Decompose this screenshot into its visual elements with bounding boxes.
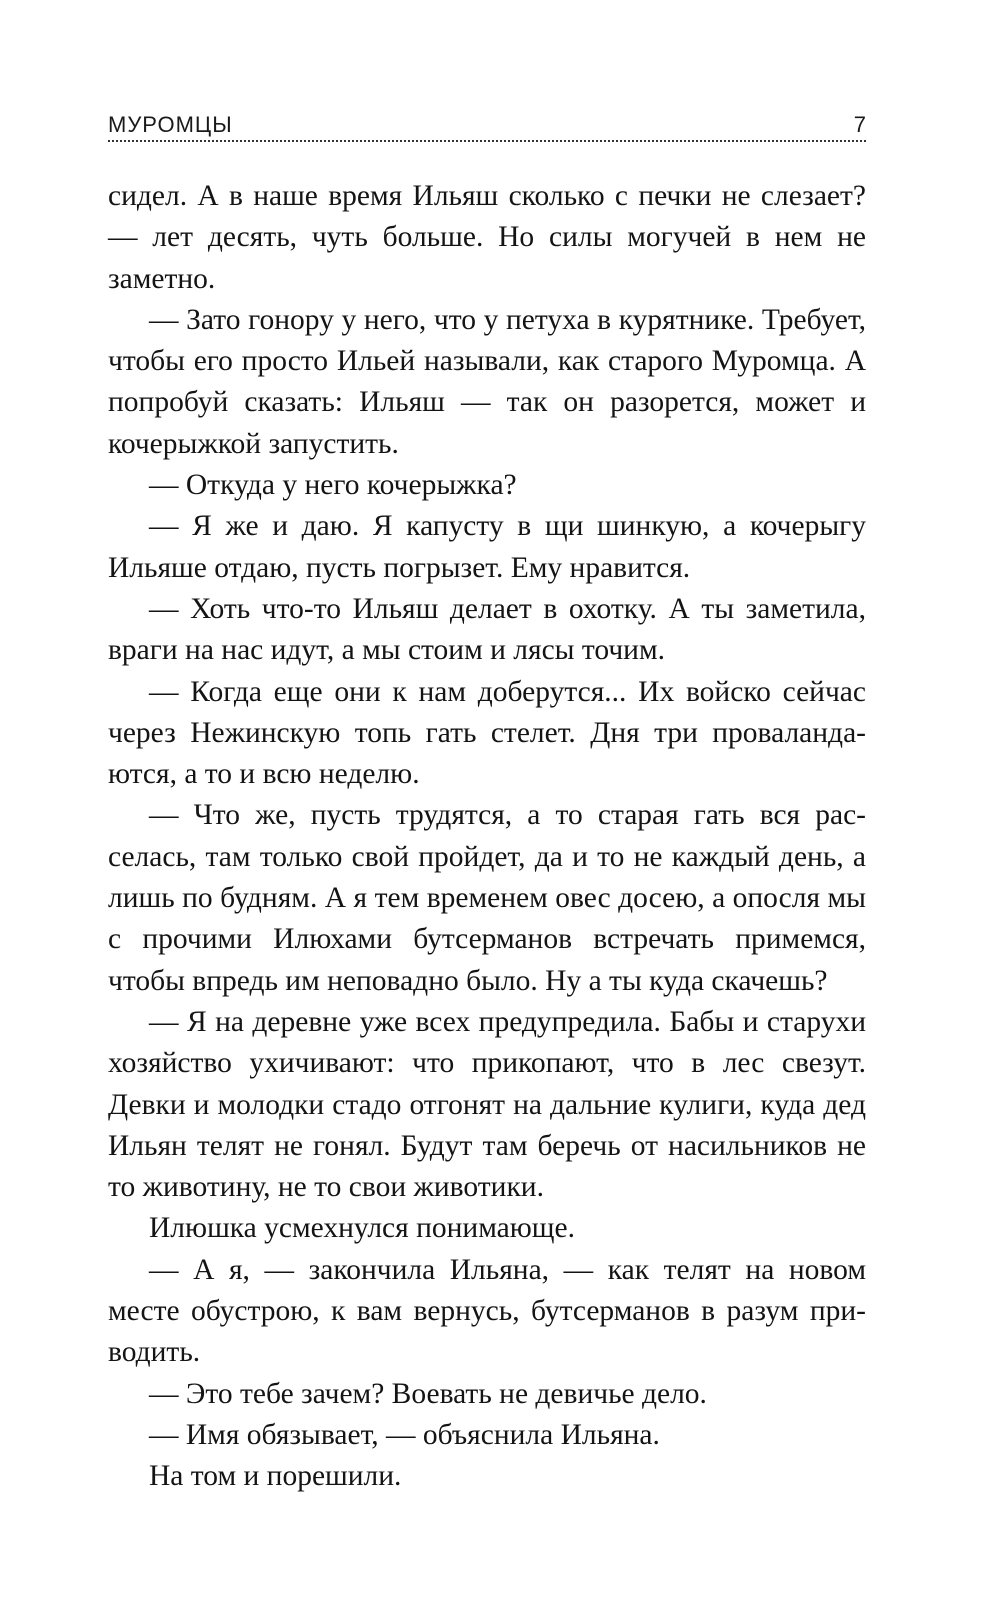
running-head: МУРОМЦЫ [108,112,233,137]
paragraph-11: — Это тебе зачем? Воевать не девичье дело. [149,1377,707,1410]
body-text [108,176,866,1498]
paragraph-4: — Я же и даю. Я капусту в щи шинкую, а кочерыгу Ильяше отдаю, пусть погрызет. Ему нравится. [108,510,866,584]
paragraph-13: На том и порешили. [149,1460,402,1493]
paragraph-2: — Зато гонору у него, что у петуха в курятнике. Требует, чтобы его просто Ильей называли, как старого Муромца. А попробуй сказать: Ильяш — так он разорется, может и кочерыжкой запустить. [108,303,866,460]
paragraph-3: — Откуда у него кочерыжка? [149,469,517,502]
page-number: 7 [853,112,866,137]
paragraph-9: Илюшка усмехнулся понимающе. [149,1212,575,1245]
paragraph-12: — Имя обязывает, — объяснила Ильяна. [149,1418,660,1451]
paragraph-10: — А я, — закончила Ильяна, — как телят на новом месте обустрою, к вам вернусь, бутсерманов в разум приводить. [108,1253,866,1369]
page-header [108,104,866,144]
paragraph-7: — Что же, пусть трудятся, а то старая гать вся расселась, там только свой пройдет, да и то не каждый день, а лишь по будням. А я тем временем овес досею, а опосля мы с прочими Илюхами бутсерманов встречать примемся, чтобы впредь им неповадно было. Ну а ты куда скачешь? [108,799,866,997]
dotted-rule [108,140,866,142]
paragraph-6: — Когда еще они к нам доберутся... Их войско сейчас через Нежинскую топь гать стелет. Дня три проваландаются, а то и всю неделю. [108,675,866,791]
paragraph-8: — Я на деревне уже всех предупредила. Бабы и старухи хозяйство ухичивают: что прикопают, что в лес свезут. Девки и молодки стадо отгонят на дальние кулиги, куда дед Ильян телят не гонял. Будут там беречь от насильников не то животину, не то свои животики. [108,1005,866,1204]
paragraph-5: — Хоть что-то Ильяш делает в охотку. А ты заметила, враги на нас идут, а мы стоим и лясы точим. [108,592,866,667]
paragraph-1: сидел. А в наше время Ильяш сколько с печки не слезает? — лет десять, чуть больше. Но силы могучей в нем не заметно. [108,180,866,295]
